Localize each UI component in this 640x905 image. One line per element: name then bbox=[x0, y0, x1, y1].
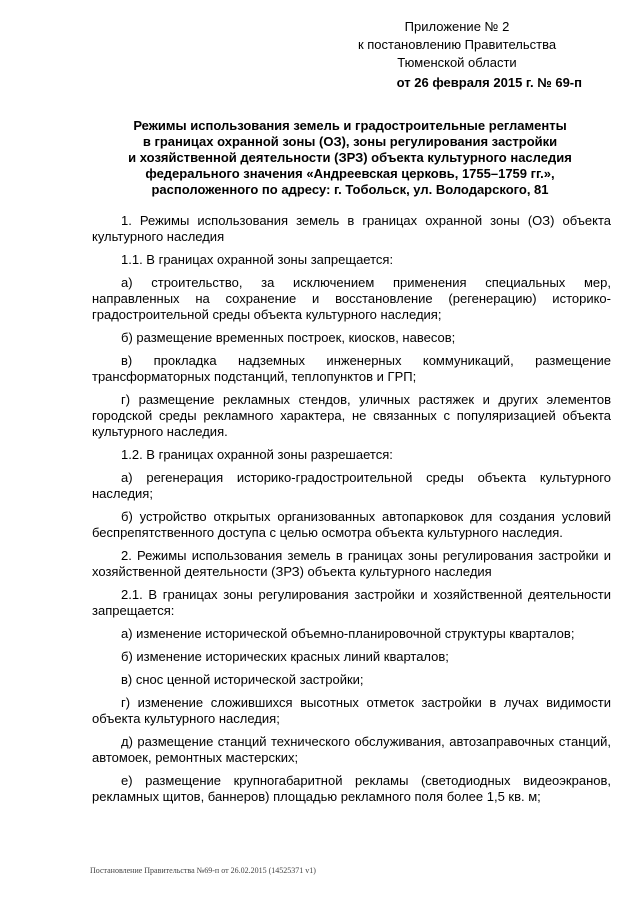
list-item: а) изменение исторической объемно-планировочной структуры кварталов; bbox=[121, 626, 575, 641]
list-item: в) снос ценной исторической застройки; bbox=[121, 672, 364, 687]
list-item: г) изменение сложившихся высотных отметок застройки в лучах видимости объекта культурного наследия; bbox=[92, 695, 611, 726]
resolution-ref: к постановлению Правительства bbox=[357, 37, 557, 52]
list-item: б) изменение исторических красных линий кварталов; bbox=[121, 649, 449, 664]
list-item: б) размещение временных построек, киосков, навесов; bbox=[121, 330, 456, 345]
region-name: Тюменской области bbox=[397, 55, 517, 70]
resolution-date: от 26 февраля 2015 г. № 69-п bbox=[396, 75, 582, 90]
subsection-heading-1-1: 1.1. В границах охранной зоны запрещается: bbox=[121, 252, 394, 267]
title-line: расположенного по адресу: г. Тобольск, ул. Володарского, 81 bbox=[151, 182, 549, 197]
document-header bbox=[332, 18, 582, 92]
list-item: а) регенерация историко-градостроительной среды объекта культурного наследия; bbox=[92, 470, 611, 501]
document-body bbox=[92, 213, 611, 812]
title-line: и хозяйственной деятельности (ЗРЗ) объекта культурного наследия bbox=[128, 150, 572, 165]
list-item: б) устройство открытых организованных автопарковок для создания условий беспрепятственного доступа с целью осмотра объекта культурного наследия. bbox=[92, 509, 611, 540]
document-title bbox=[90, 118, 610, 198]
list-item: а) строительство, за исключением применения специальных мер, направленных на сохранение и восстановление (регенерацию) историко-градостроительной среды объекта культурного наследия; bbox=[92, 275, 611, 322]
section-heading-1: 1. Режимы использования земель в границах охранной зоны (ОЗ) объекта культурного наследия bbox=[92, 213, 611, 244]
subsection-heading-1-2: 1.2. В границах охранной зоны разрешается: bbox=[121, 447, 393, 462]
title-line: федерального значения «Андреевская церковь, 1755–1759 гг.», bbox=[145, 166, 555, 181]
list-item: е) размещение крупногабаритной рекламы (светодиодных видеоэкранов, рекламных щитов, баннеров) площадью рекламного поля более 1,5 кв. м; bbox=[92, 773, 611, 804]
title-line: Режимы использования земель и градостроительные регламенты bbox=[133, 118, 567, 133]
appendix-label: Приложение № 2 bbox=[404, 19, 510, 34]
list-item: д) размещение станций технического обслуживания, автозаправочных станций, автомоек, ремонтных мастерских; bbox=[92, 734, 611, 765]
list-item: в) прокладка надземных инженерных коммуникаций, размещение трансформаторных подстанций, теплопунктов и ГРП; bbox=[92, 353, 611, 384]
section-heading-2: 2. Режимы использования земель в границах зоны регулирования застройки и хозяйственной деятельности (ЗРЗ) объекта культурного наследия bbox=[92, 548, 611, 579]
document-footer: Постановление Правительства №69-п от 26.02.2015 (14525371 v1) bbox=[90, 866, 316, 875]
subsection-heading-2-1: 2.1. В границах зоны регулирования застройки и хозяйственной деятельности запрещается: bbox=[92, 587, 611, 618]
title-line: в границах охранной зоны (ОЗ), зоны регулирования застройки bbox=[142, 134, 558, 149]
list-item: г) размещение рекламных стендов, уличных растяжек и других элементов городской среды рекламного характера, не связанных с популяризацией объекта культурного наследия. bbox=[92, 392, 611, 439]
